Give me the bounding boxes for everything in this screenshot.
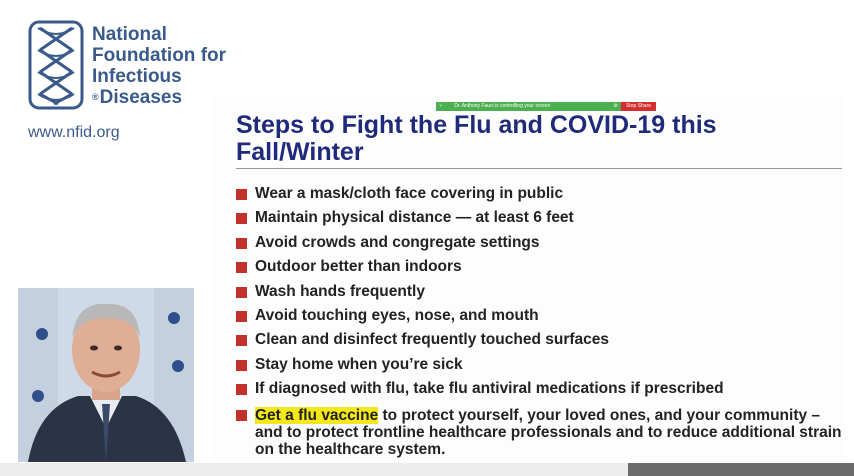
settings-icon[interactable]: ⚙ bbox=[610, 102, 620, 111]
nfid-logo bbox=[28, 20, 228, 115]
org-name-line: Foundation for bbox=[92, 45, 227, 66]
list-item bbox=[236, 257, 846, 281]
bullet-square-icon bbox=[236, 311, 247, 322]
bullet-square-icon bbox=[236, 213, 247, 224]
list-item bbox=[236, 233, 846, 257]
speaker-video-image bbox=[18, 288, 194, 462]
bullet-square-icon bbox=[236, 410, 247, 421]
highlighted-text: Get a flu vaccine bbox=[255, 406, 379, 424]
title-divider bbox=[236, 168, 842, 169]
bullet-list bbox=[236, 184, 846, 458]
nfid-helix-icon bbox=[28, 20, 84, 110]
bullet-text: Clean and disinfect frequently touched surfaces bbox=[255, 331, 609, 349]
list-item bbox=[236, 379, 846, 403]
bullet-square-icon bbox=[236, 189, 247, 200]
bullet-text: Maintain physical distance — at least 6 feet bbox=[255, 209, 574, 227]
list-item bbox=[236, 407, 846, 458]
bullet-text: If diagnosed with flu, take flu antiviral medications if prescribed bbox=[255, 380, 724, 398]
registered-mark: ® bbox=[92, 92, 99, 103]
bullet-square-icon bbox=[236, 262, 247, 273]
list-item bbox=[236, 208, 846, 232]
bullet-text: Wash hands frequently bbox=[255, 282, 425, 300]
slide-title: Steps to Fight the Flu and COVID-19 this Fall/Winter bbox=[236, 111, 717, 166]
list-item bbox=[236, 330, 846, 354]
bullet-text: Avoid touching eyes, nose, and mouth bbox=[255, 306, 539, 324]
website-url: www.nfid.org bbox=[28, 124, 120, 141]
pointer-icon[interactable]: ✓ bbox=[436, 102, 446, 111]
bullet-text: to protect yourself, your loved ones, and your community – and to protect frontline healthcare professionals and to reduce additional strain on the healthcare system. bbox=[255, 406, 842, 458]
stop-share-label: Stop Share bbox=[625, 103, 651, 109]
stop-share-button[interactable] bbox=[621, 102, 656, 111]
bullet-square-icon bbox=[236, 384, 247, 395]
speaker-video bbox=[18, 288, 194, 462]
org-name-line: Infectious bbox=[92, 66, 182, 87]
bullet-text: Stay home when you’re sick bbox=[255, 355, 463, 373]
org-name-line bbox=[92, 87, 226, 108]
bullet-square-icon bbox=[236, 238, 247, 249]
bottom-strip-dark bbox=[628, 463, 854, 476]
list-item bbox=[236, 184, 846, 208]
org-name-line: National bbox=[92, 24, 167, 45]
list-item bbox=[236, 306, 846, 330]
bullet-text: Outdoor better than indoors bbox=[255, 258, 462, 276]
list-item bbox=[236, 282, 846, 306]
list-item bbox=[236, 355, 846, 379]
bullet-square-icon bbox=[236, 360, 247, 371]
screen-share-message: Dr. Anthony Fauci is controlling your screen bbox=[446, 102, 610, 111]
bullet-square-icon bbox=[236, 287, 247, 298]
screen-share-banner bbox=[436, 102, 656, 111]
org-name-word: Diseases bbox=[99, 87, 183, 108]
org-name bbox=[92, 24, 226, 108]
bullet-text: Avoid crowds and congregate settings bbox=[255, 233, 540, 251]
bullet-text: Wear a mask/cloth face covering in public bbox=[255, 185, 564, 202]
bullet-square-icon bbox=[236, 335, 247, 346]
